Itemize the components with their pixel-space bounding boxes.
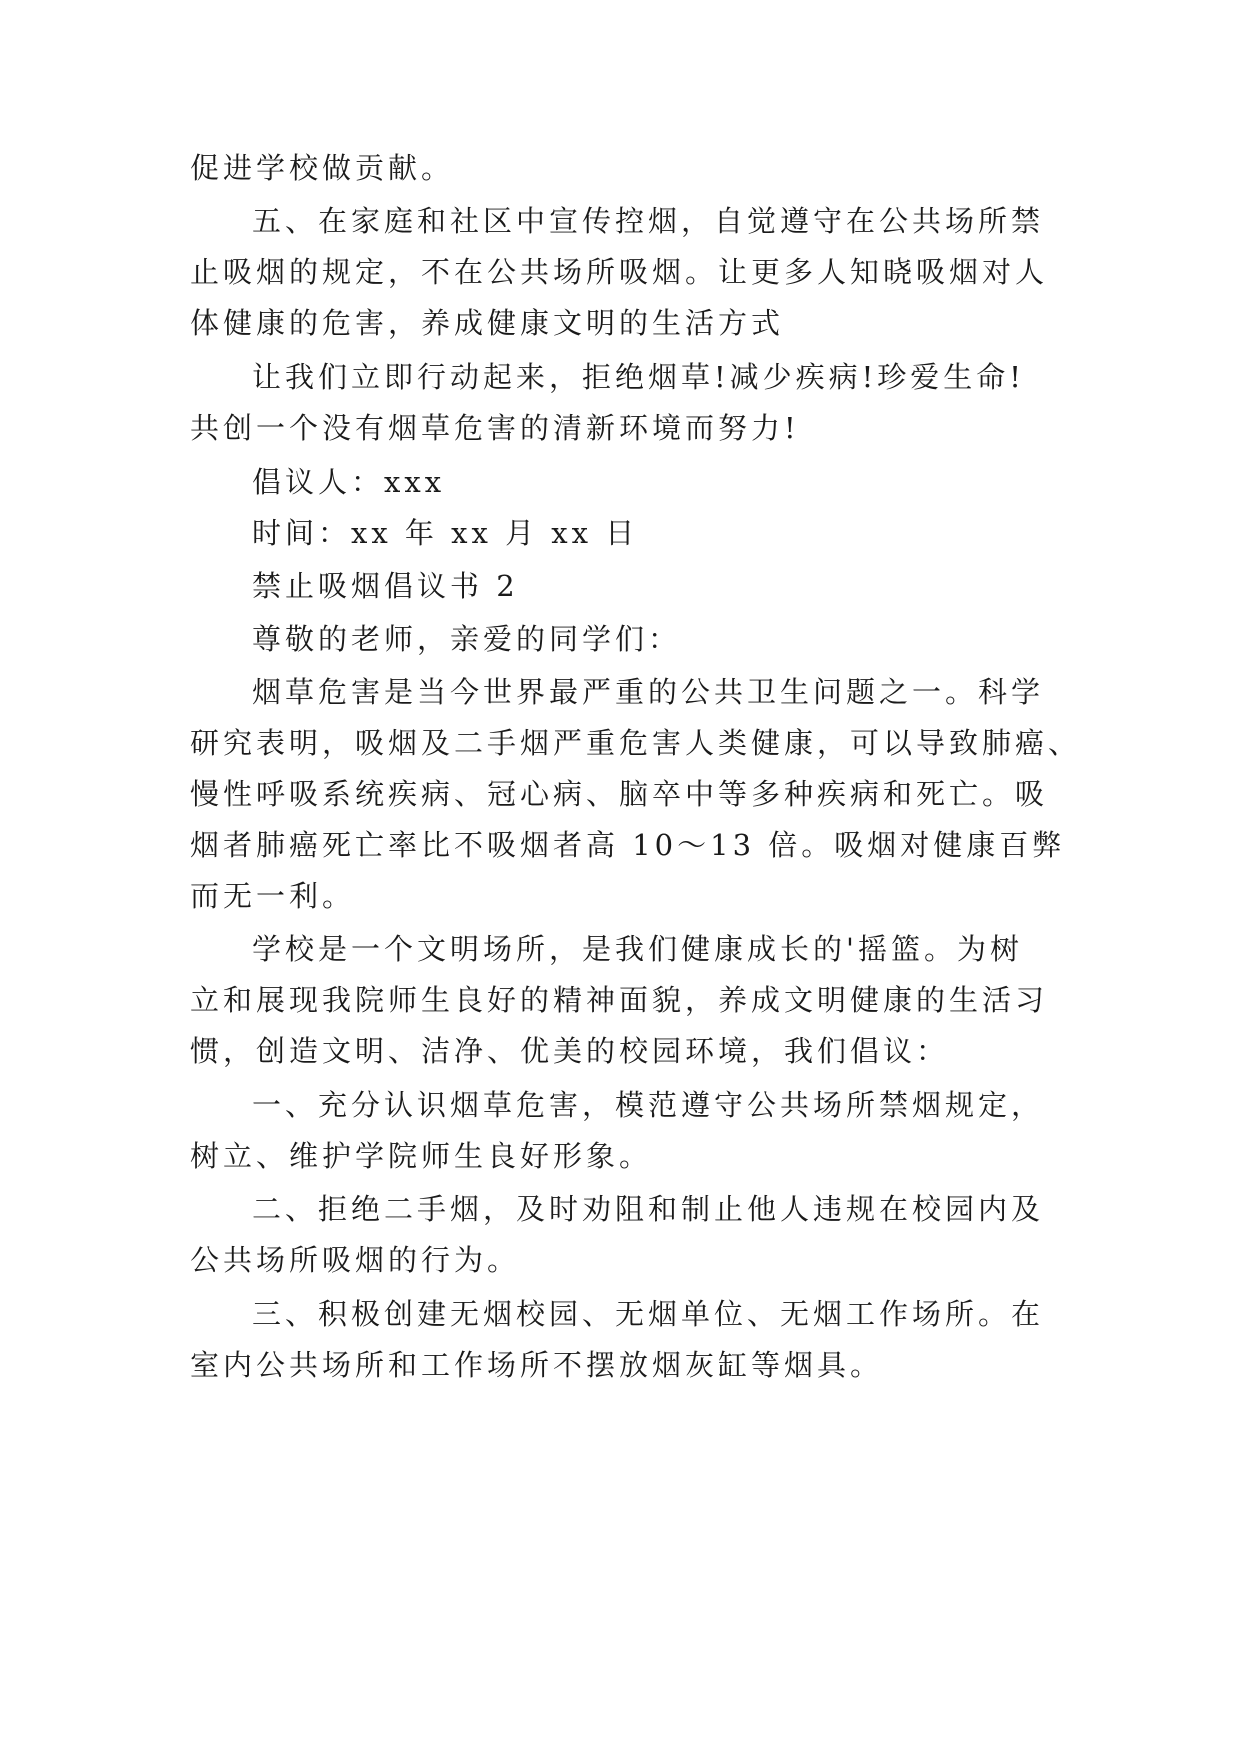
text-line: 促进学校做贡献。 — [190, 151, 455, 185]
text-line: 研究表明，吸烟及二手烟严重危害人类健康，可以导致肺癌、 — [190, 726, 1082, 760]
text-line: 学校是一个文明场所，是我们健康成长的'摇篮。为树 — [252, 932, 1023, 966]
text-line: 立和展现我院师生良好的精神面貌，养成文明健康的生活习 — [190, 983, 1049, 1017]
text-line: 惯，创造文明、洁净、优美的校园环境，我们倡议： — [190, 1034, 950, 1068]
text-line: 共创一个没有烟草危害的清新环境而努力! — [190, 411, 800, 445]
text-line: 禁止吸烟倡议书 2 — [252, 569, 519, 603]
text-line: 尊敬的老师，亲爱的同学们： — [252, 622, 682, 656]
text-line: 公共场所吸烟的行为。 — [190, 1243, 521, 1277]
text-line: 时间：xx 年 xx 月 xx 日 — [252, 516, 639, 550]
text-line: 树立、维护学院师生良好形象。 — [190, 1139, 653, 1173]
text-line: 让我们立即行动起来，拒绝烟草!减少疾病!珍爱生命! — [252, 360, 1025, 394]
text-line: 体健康的危害，养成健康文明的生活方式 — [190, 306, 785, 340]
text-line: 五、在家庭和社区中宣传控烟，自觉遵守在公共场所禁 — [252, 204, 1045, 238]
text-line: 倡议人：xxx — [252, 465, 446, 499]
text-line: 室内公共场所和工作场所不摆放烟灰缸等烟具。 — [190, 1348, 884, 1382]
text-line: 慢性呼吸系统疾病、冠心病、脑卒中等多种疾病和死亡。吸 — [190, 777, 1049, 811]
text-line: 二、拒绝二手烟，及时劝阻和制止他人违规在校园内及 — [252, 1192, 1045, 1226]
text-line: 烟草危害是当今世界最严重的公共卫生问题之一。科学 — [252, 675, 1045, 709]
text-line: 止吸烟的规定，不在公共场所吸烟。让更多人知晓吸烟对人 — [190, 255, 1049, 289]
text-line: 烟者肺癌死亡率比不吸烟者高 10～13 倍。吸烟对健康百弊 — [190, 828, 1066, 862]
text-line: 而无一利。 — [190, 879, 356, 913]
text-line: 一、充分认识烟草危害，模范遵守公共场所禁烟规定， — [252, 1088, 1045, 1122]
text-line: 三、积极创建无烟校园、无烟单位、无烟工作场所。在 — [252, 1297, 1045, 1331]
